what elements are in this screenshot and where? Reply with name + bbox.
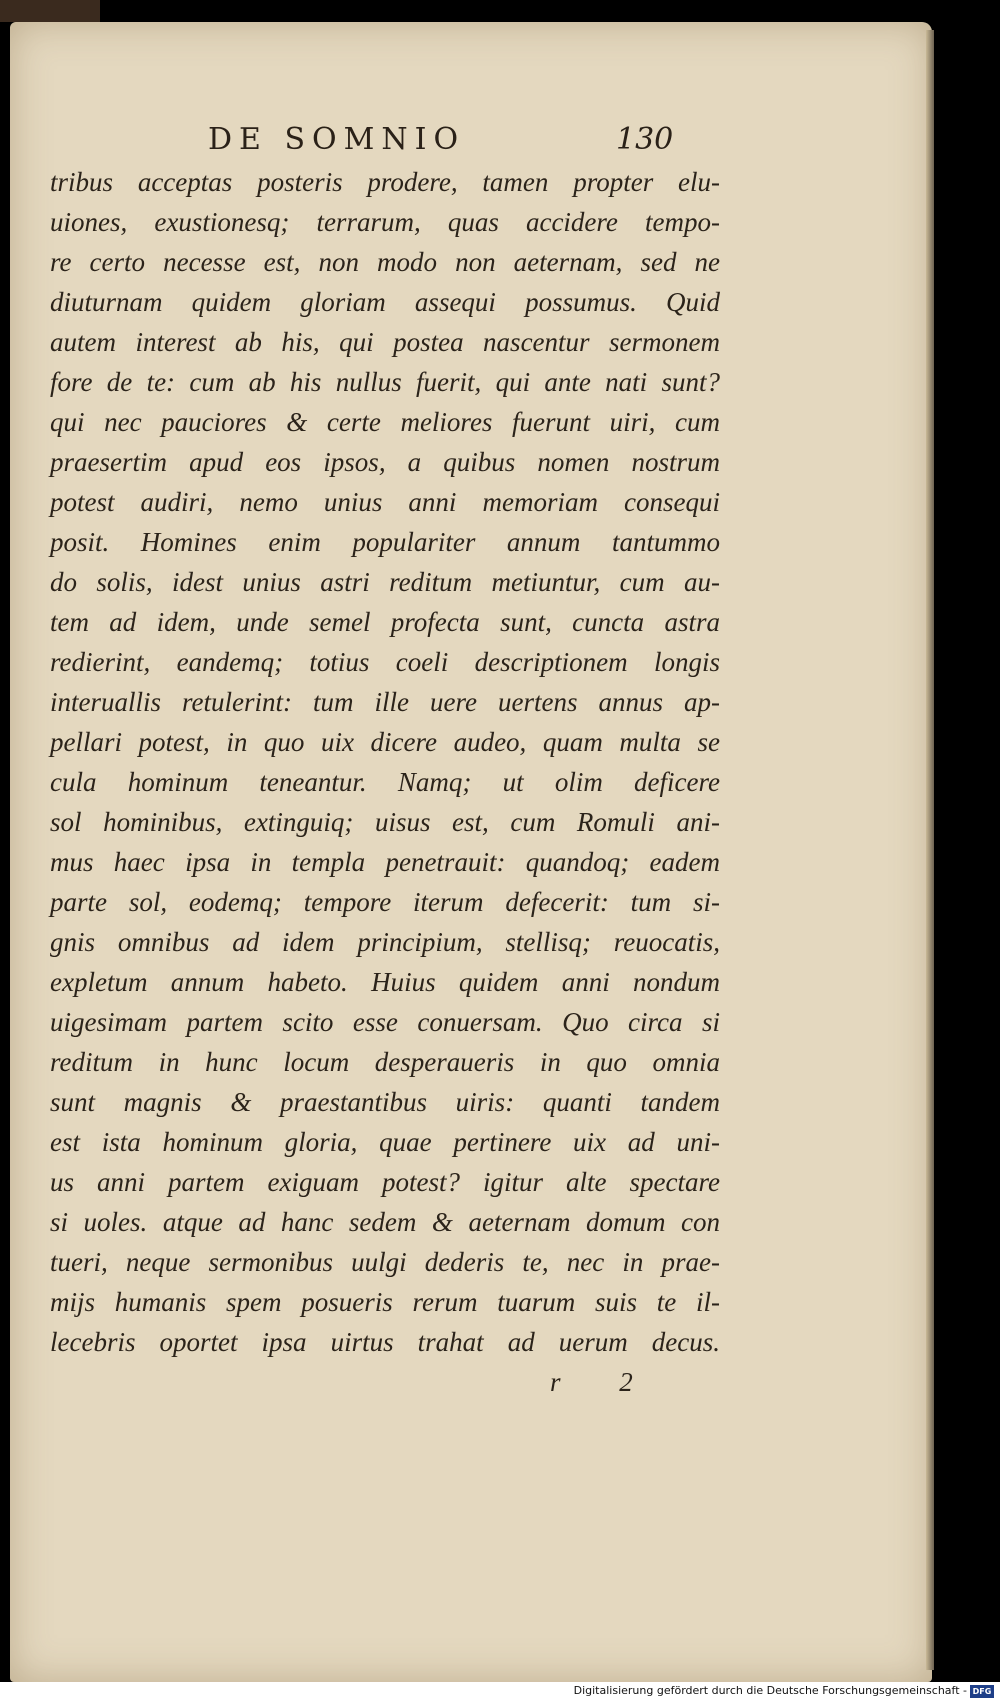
text-line: mus haec ipsa in templa penetrauit: quandoq; eadem xyxy=(50,847,720,877)
funding-credit: Digitalisierung gefördert durch die Deutsche Forschungsgemeinschaft - xyxy=(573,1684,967,1697)
text-line: reditum in hunc locum desperaueris in quo omnia xyxy=(50,1047,720,1077)
signature-mark: r 2 xyxy=(550,1367,659,1397)
text-line: fore de te: cum ab his nullus fuerit, qui ante nati sunt? xyxy=(50,367,720,397)
text-line: autem interest ab his, qui postea nascentur sermonem xyxy=(50,327,720,357)
text-line: re certo necesse est, non modo non aeternam, sed ne xyxy=(50,247,720,277)
page-edge xyxy=(926,30,934,1670)
dfg-logo: DFG xyxy=(970,1685,994,1698)
text-line: gnis omnibus ad idem principium, stellisq; reuocatis, xyxy=(50,927,720,957)
text-line: interuallis retulerint: tum ille uere uertens annus ap- xyxy=(50,687,720,717)
text-line: cula hominum teneantur. Namq; ut olim deficere xyxy=(50,767,720,797)
text-line: mijs humanis spem posueris rerum tuarum suis te il- xyxy=(50,1287,720,1317)
text-line: tem ad idem, unde semel profecta sunt, cuncta astra xyxy=(50,607,720,637)
text-line: est ista hominum gloria, quae pertinere uix ad uni- xyxy=(50,1127,720,1157)
text-line: diuturnam quidem gloriam assequi possumus. Quid xyxy=(50,287,720,317)
text-line: us anni partem exiguam potest? igitur alte spectare xyxy=(50,1167,720,1197)
text-line: qui nec pauciores & certe meliores fuerunt uiri, cum xyxy=(50,407,720,437)
text-line: uigesimam partem scito esse conuersam. Quo circa si xyxy=(50,1007,720,1037)
body-text xyxy=(50,162,720,1362)
text-line: expletum annum habeto. Huius quidem anni nondum xyxy=(50,967,720,997)
text-line: parte sol, eodemq; tempore iterum defecerit: tum si- xyxy=(50,887,720,917)
book-corner xyxy=(0,0,100,22)
text-line: uiones, exustionesq; terrarum, quas accidere tempo- xyxy=(50,207,720,237)
text-line: sunt magnis & praestantibus uiris: quanti tandem xyxy=(50,1087,720,1117)
text-line: do solis, idest unius astri reditum metiuntur, cum au- xyxy=(50,567,720,597)
text-line: posit. Homines enim populariter annum tantummo xyxy=(50,527,720,557)
text-line: si uoles. atque ad hanc sedem & aeternam domum con xyxy=(50,1207,720,1237)
folio-number: 130 xyxy=(616,122,674,157)
running-title: DE SOMNIO xyxy=(208,122,466,157)
text-line: praesertim apud eos ipsos, a quibus nomen nostrum xyxy=(50,447,720,477)
text-line: tribus acceptas posteris prodere, tamen propter elu- xyxy=(50,167,720,197)
text-line: tueri, neque sermonibus uulgi dederis te, nec in prae- xyxy=(50,1247,720,1277)
text-line: lecebris oportet ipsa uirtus trahat ad uerum decus. xyxy=(50,1327,720,1357)
text-line: pellari potest, in quo uix dicere audeo, quam multa se xyxy=(50,727,720,757)
running-header xyxy=(0,122,1000,162)
footer-bar xyxy=(0,1682,1000,1702)
text-line: potest audiri, nemo unius anni memoriam consequi xyxy=(50,487,720,517)
text-line: sol hominibus, extinguiq; uisus est, cum Romuli ani- xyxy=(50,807,720,837)
text-line: redierint, eandemq; totius coeli descriptionem longis xyxy=(50,647,720,677)
